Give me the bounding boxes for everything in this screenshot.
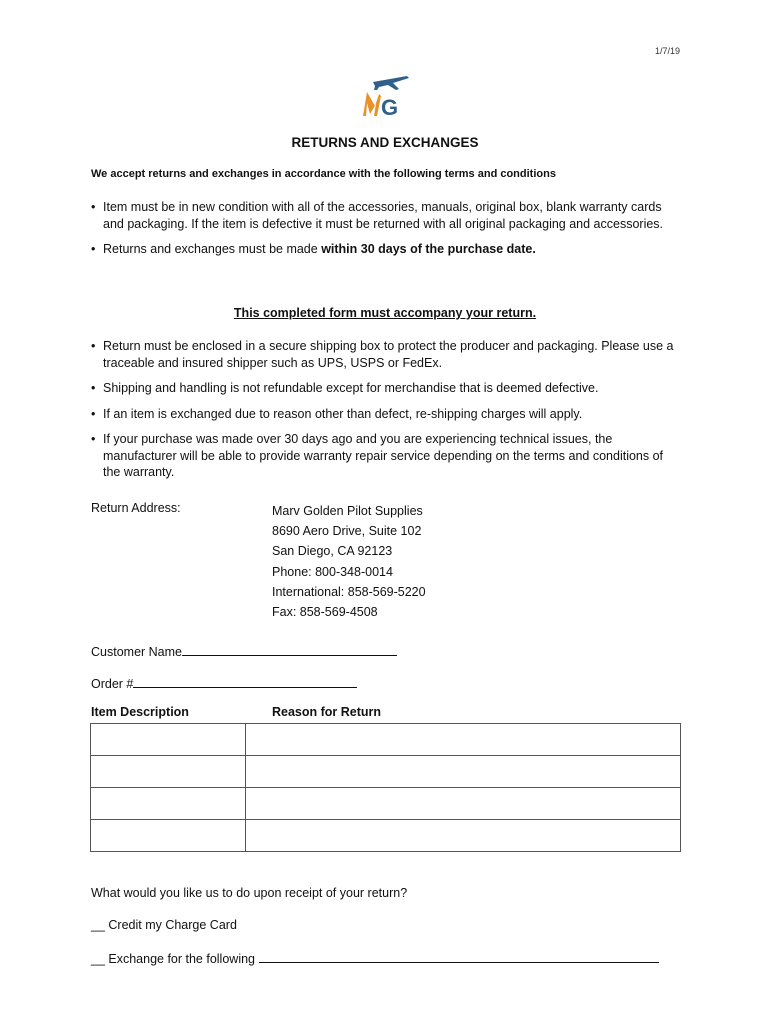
conditions-list (91, 338, 681, 490)
credit-card-option[interactable]: __ Credit my Charge Card (91, 918, 237, 932)
list-item: • Item must be in new condition with all of the accessories, manuals, original box, blank warranty cards and packaging. If the item is defective it must be returned with all original packaging and accessories. (91, 199, 681, 232)
intro-text: We accept returns and exchanges in accordance with the following terms and conditions (91, 168, 556, 180)
address-line: Fax: 858-569-4508 (272, 605, 378, 620)
exchange-option[interactable]: __ Exchange for the following (91, 952, 255, 966)
customer-name-field[interactable] (182, 643, 397, 656)
reason-cell[interactable] (246, 788, 681, 820)
list-item: • If your purchase was made over 30 days ago and you are experiencing technical issues, the manufacturer will be able to provide warranty repair service depending on the terms and conditions of the warranty. (91, 431, 681, 481)
form-notice: This completed form must accompany your return. (233, 306, 537, 320)
table-row (91, 788, 681, 820)
deadline-emphasis: within 30 days of the purchase date. (321, 242, 536, 256)
list-item (91, 241, 681, 258)
exchange-item-field[interactable] (259, 950, 659, 963)
reason-cell[interactable] (246, 756, 681, 788)
order-number-row (91, 675, 357, 691)
customer-name-row (91, 643, 397, 659)
company-logo (357, 70, 417, 122)
order-number-label: Order # (91, 677, 134, 691)
return-address-label: Return Address: (91, 501, 181, 515)
address-line: San Diego, CA 92123 (272, 544, 393, 559)
list-item: • Shipping and handling is not refundable except for merchandise that is deemed defective. (91, 380, 681, 397)
reason-for-return-header: Reason for Return (272, 705, 382, 719)
svg-text:G: G (381, 95, 399, 120)
return-items-table (90, 723, 681, 852)
item-description-cell[interactable] (91, 756, 246, 788)
reason-cell[interactable] (246, 724, 681, 756)
airplane-logo-icon (357, 70, 417, 122)
document-date: 1/7/19 (654, 46, 680, 56)
page-title: RETURNS AND EXCHANGES (291, 135, 479, 150)
address-line: International: 858-569-5220 (272, 584, 426, 599)
list-item: • Return must be enclosed in a secure shipping box to protect the producer and packaging. Please use a traceable and insured shipper such as UPS, USPS or FedEx. (91, 338, 681, 371)
table-row (91, 820, 681, 852)
item-description-cell[interactable] (91, 788, 246, 820)
reason-cell[interactable] (246, 820, 681, 852)
item-description-header: Item Description (91, 705, 189, 719)
table-row (91, 756, 681, 788)
customer-name-label: Customer Name (91, 645, 182, 659)
list-item-text: Returns and exchanges must be made (103, 242, 322, 256)
address-line: Marv Golden Pilot Supplies (272, 504, 423, 518)
return-preference-question: What would you like us to do upon receipt of your return? (91, 886, 408, 900)
order-number-field[interactable] (133, 675, 357, 688)
item-description-cell[interactable] (91, 820, 246, 852)
address-line: 8690 Aero Drive, Suite 102 (272, 524, 422, 539)
return-address (272, 501, 426, 622)
terms-list (91, 199, 681, 258)
table-row (91, 724, 681, 756)
address-line: Phone: 800-348-0014 (272, 564, 393, 579)
list-item: • If an item is exchanged due to reason other than defect, re-shipping charges will apply. (91, 406, 681, 423)
exchange-option-row (91, 950, 659, 966)
item-description-cell[interactable] (91, 724, 246, 756)
